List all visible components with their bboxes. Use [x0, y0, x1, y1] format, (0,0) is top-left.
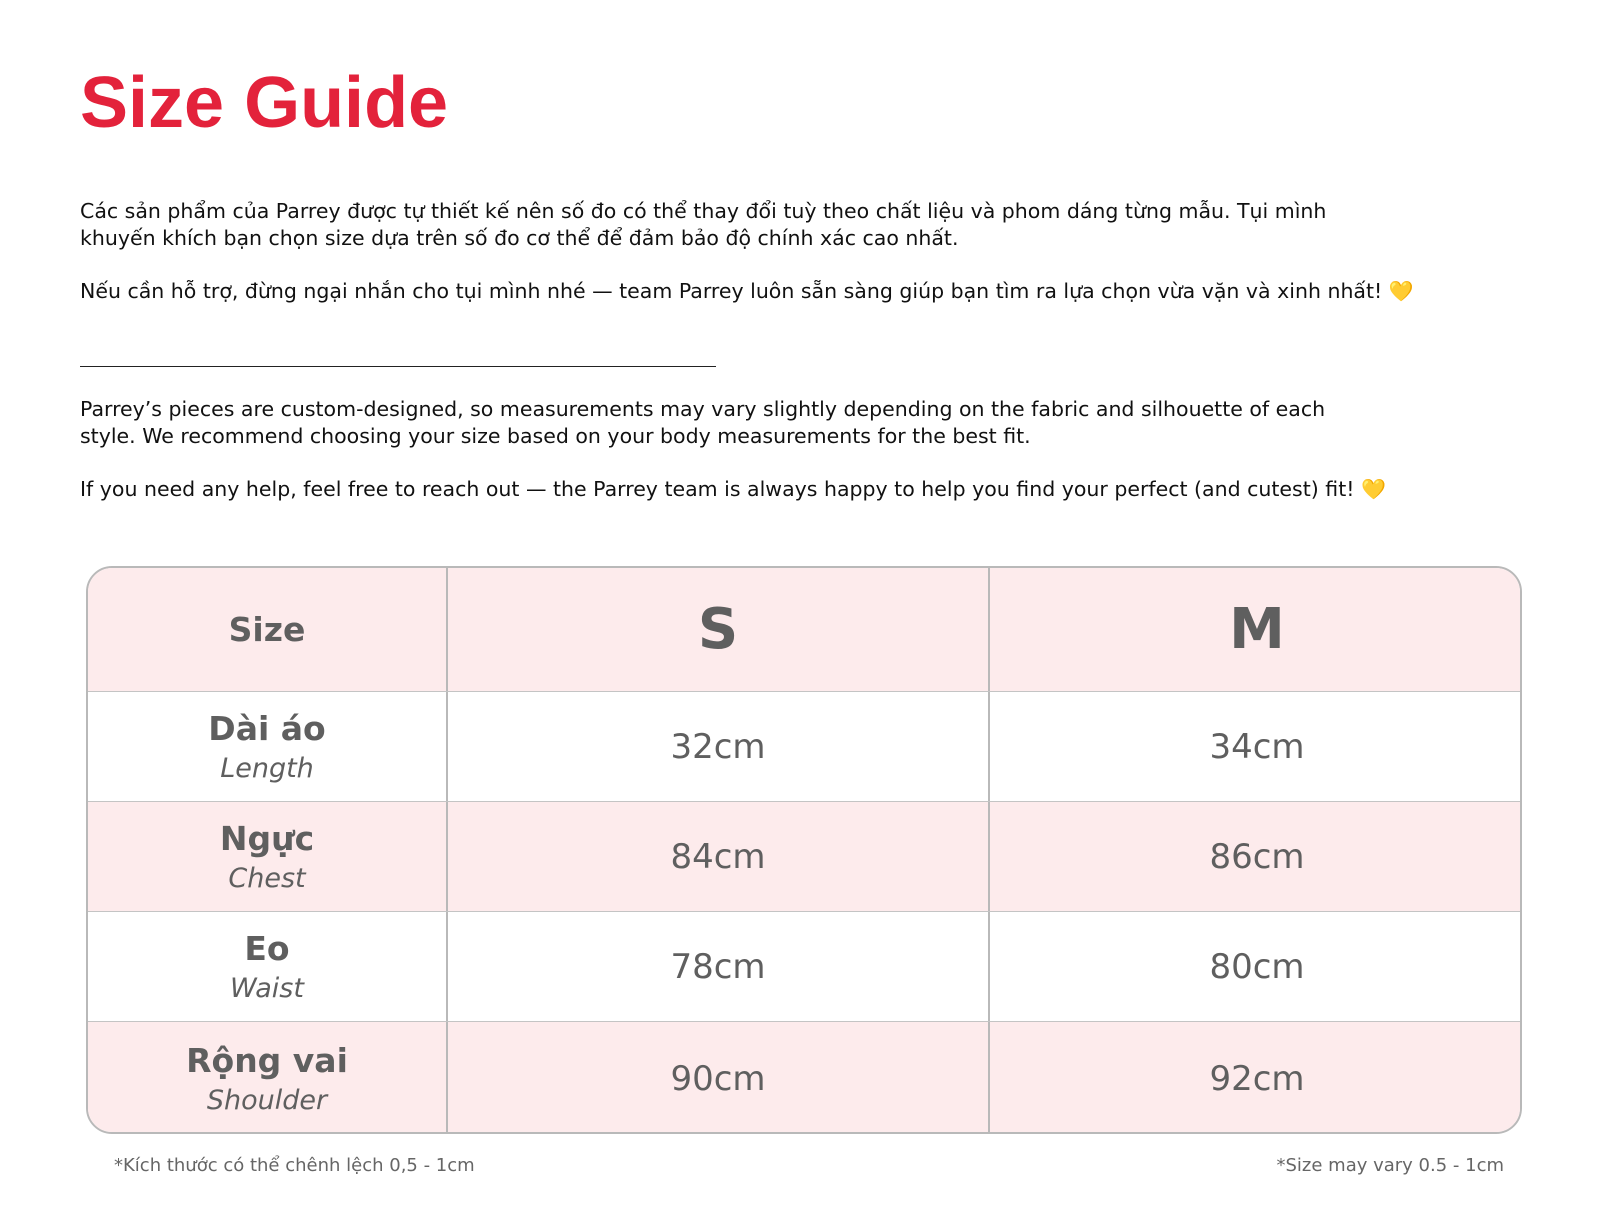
yellow-heart-icon: 💛: [1360, 477, 1386, 501]
intro-en-line-1: Parrey’s pieces are custom-designed, so measurements may vary slightly depending on the fabric and silhouette of each: [80, 397, 1326, 421]
table-row-waist: [88, 912, 1520, 1022]
row-label-vi: Eo: [244, 928, 290, 968]
row-label-en: Waist: [230, 972, 304, 1004]
value-cell-m: [990, 1022, 1522, 1134]
value-s: 32cm: [670, 726, 766, 767]
header-size-label: Size: [228, 610, 306, 649]
intro-vi-line-3: Nếu cần hỗ trợ, đừng ngại nhắn cho tụi mình nhé — team Parrey luôn sẵn sàng giúp bạn tìm ra lựa chọn vừa vặn và xinh nhất! 💛: [80, 279, 1414, 303]
header-size-s: S: [697, 597, 739, 662]
row-label-vi: Rộng vai: [186, 1041, 348, 1080]
intro-vi-line-1: Các sản phẩm của Parrey được tự thiết kế nên số đo có thể thay đổi tuỳ theo chất liệu và phom dáng từng mẫu. Tụi mình: [80, 199, 1327, 223]
header-size-s-cell: [448, 568, 990, 691]
row-label-en: Shoulder: [206, 1085, 328, 1116]
row-label-en: Length: [220, 752, 314, 784]
value-m: 34cm: [1209, 726, 1305, 767]
value-cell-m: [990, 802, 1522, 911]
table-row-length: [88, 692, 1520, 802]
row-label-cell: [88, 1022, 448, 1134]
value-cell-s: [448, 1022, 990, 1134]
row-label-vi: Ngực: [219, 818, 315, 858]
value-cell-s: [448, 912, 990, 1021]
intro-vi-line-2: khuyến khích bạn chọn size dựa trên số đo cơ thể để đảm bảo độ chính xác cao nhất.: [80, 226, 959, 250]
yellow-heart-icon: 💛: [1388, 279, 1414, 303]
size-note-en: *Size may vary 0.5 - 1cm: [1276, 1155, 1504, 1176]
size-table: [86, 566, 1522, 1134]
row-label-vi: Dài áo: [208, 708, 326, 748]
value-cell-m: [990, 692, 1522, 801]
table-header-row: [88, 568, 1520, 692]
value-m: 86cm: [1209, 836, 1305, 877]
intro-en-line-3: If you need any help, feel free to reach out — the Parrey team is always happy to help you find your perfect (and cutest) fit! 💛: [80, 477, 1386, 501]
header-size-label-cell: [88, 568, 448, 691]
value-m: 92cm: [1209, 1059, 1305, 1099]
intro-en-line-2: style. We recommend choosing your size based on your body measurements for the best fit.: [80, 424, 1031, 448]
value-cell-m: [990, 912, 1522, 1021]
value-m: 80cm: [1209, 946, 1305, 987]
table-row-chest: [88, 802, 1520, 912]
row-label-cell: [88, 912, 448, 1021]
header-size-m-cell: [990, 568, 1522, 691]
page-title: Size Guide: [80, 63, 449, 143]
section-divider: [80, 366, 716, 367]
value-cell-s: [448, 692, 990, 801]
header-size-m: M: [1229, 597, 1285, 662]
value-cell-s: [448, 802, 990, 911]
value-s: 78cm: [670, 946, 766, 987]
row-label-cell: [88, 802, 448, 911]
row-label-cell: [88, 692, 448, 801]
size-note-vi: *Kích thước có thể chênh lệch 0,5 - 1cm: [114, 1155, 475, 1176]
table-row-shoulder: [88, 1022, 1520, 1134]
value-s: 84cm: [670, 836, 766, 877]
row-label-en: Chest: [228, 862, 306, 894]
value-s: 90cm: [670, 1059, 766, 1099]
